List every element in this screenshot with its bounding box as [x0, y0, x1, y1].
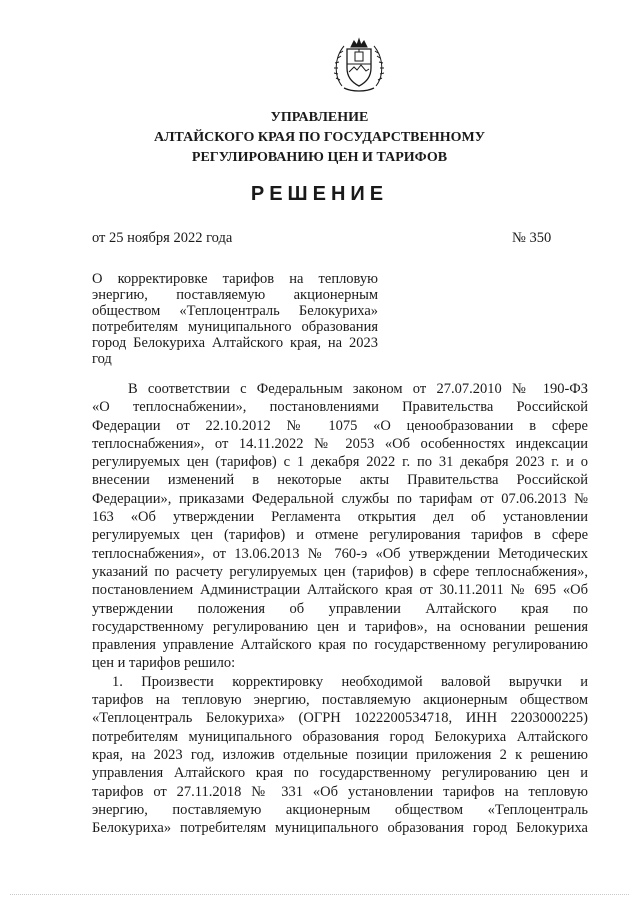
body-line: теплоснабжения», от 14.11.2022 № 2053 «Об особенностях индексации	[92, 435, 588, 452]
document-type-title: РЕШЕНИЕ	[250, 183, 389, 205]
authority-line: АЛТАЙСКОГО КРАЯ ПО ГОСУДАРСТВЕННОМУ	[154, 130, 485, 145]
body-line: тарифов от 27.11.2018 № 331 «Об установлении тарифов на тепловую	[92, 783, 588, 800]
body-line: теплоснабжения», от 13.06.2013 № 760-э «Об утверждении Методических	[92, 545, 588, 562]
body-line: внесении изменений в некоторые акты Правительства Российской	[92, 472, 588, 489]
subject-line: энергию, поставляемую акционерным	[92, 287, 378, 303]
subject-line: город Белокуриха Алтайского края, на 2023	[92, 335, 378, 351]
body-line: постановлением Администрации Алтайского края от 30.11.2011 № 695 «Об	[92, 582, 588, 599]
body-line: регулируемых цен (тарифов) и отмене регулирования тарифов в сфере	[92, 527, 588, 544]
body-line: «Теплоцентраль Белокуриха» (ОГРН 1022200534718, ИНН 2203000225)	[92, 710, 588, 727]
body-line: правления управление Алтайского края по государственному регулированию	[92, 637, 588, 654]
body-line: Федерации от 22.10.2012 № 1075 «О ценообразовании в сфере	[92, 417, 588, 434]
body-line: 1. Произвести корректировку необходимой валовой выручки и	[112, 673, 588, 690]
body-line: Федерации», приказами Федеральной службы по тарифам от 07.06.2013 №	[92, 490, 588, 507]
document-number: № 350	[512, 230, 552, 246]
body-line: Белокуриха» потребителям муниципального образования город Белокуриха	[92, 820, 588, 837]
body-line: государственному регулированию цен и тарифов», на основании решения	[92, 618, 588, 635]
body-line: В соответствии с Федеральным законом от 27.07.2010 № 190-ФЗ	[128, 381, 588, 397]
subject-line: обществом «Теплоцентраль Белокуриха»	[92, 303, 378, 319]
coat-of-arms-icon	[332, 36, 386, 96]
subject-line: год	[92, 351, 112, 367]
body-line: утверждении положения об управлении Алтайского края по	[92, 600, 588, 617]
document-body	[92, 380, 588, 837]
body-line: указаний по расчету регулируемых цен (тарифов) в сфере теплоснабжения»,	[92, 563, 588, 580]
body-line: «О теплоснабжении», постановлениями Правительства Российской	[92, 399, 588, 416]
subject-line: потребителям муниципального образования	[92, 319, 378, 335]
authority-line: РЕГУЛИРОВАНИЮ ЦЕН И ТАРИФОВ	[191, 150, 448, 165]
body-line: управления Алтайского края по государственному регулированию цен и	[92, 765, 588, 782]
body-line: 163 «Об утверждении Регламента открытия дел об установлении	[92, 509, 588, 526]
document-date: от 25 ноября 2022 года	[92, 230, 233, 246]
document-subject	[92, 271, 378, 367]
body-line: края, на 2023 год, изложив отдельные позиции приложения 2 к решению	[92, 746, 588, 763]
body-line: потребителям муниципального образования город Белокуриха Алтайского	[92, 728, 588, 745]
body-line: регулируемых цен (тарифов) с 1 декабря 2022 г. по 31 декабря 2023 г. и о	[92, 454, 588, 471]
body-line: цен и тарифов решило:	[92, 655, 236, 672]
issuing-authority	[0, 108, 639, 168]
body-line: энергию, поставляемую акционерным обществом «Теплоцентраль	[92, 801, 588, 818]
body-line: тарифов на тепловую энергию, поставляемую акционерным обществом	[92, 692, 588, 709]
authority-line: УПРАВЛЕНИЕ	[270, 110, 369, 125]
subject-line: О корректировке тарифов на тепловую	[92, 271, 378, 287]
page-edge-divider	[10, 894, 629, 895]
